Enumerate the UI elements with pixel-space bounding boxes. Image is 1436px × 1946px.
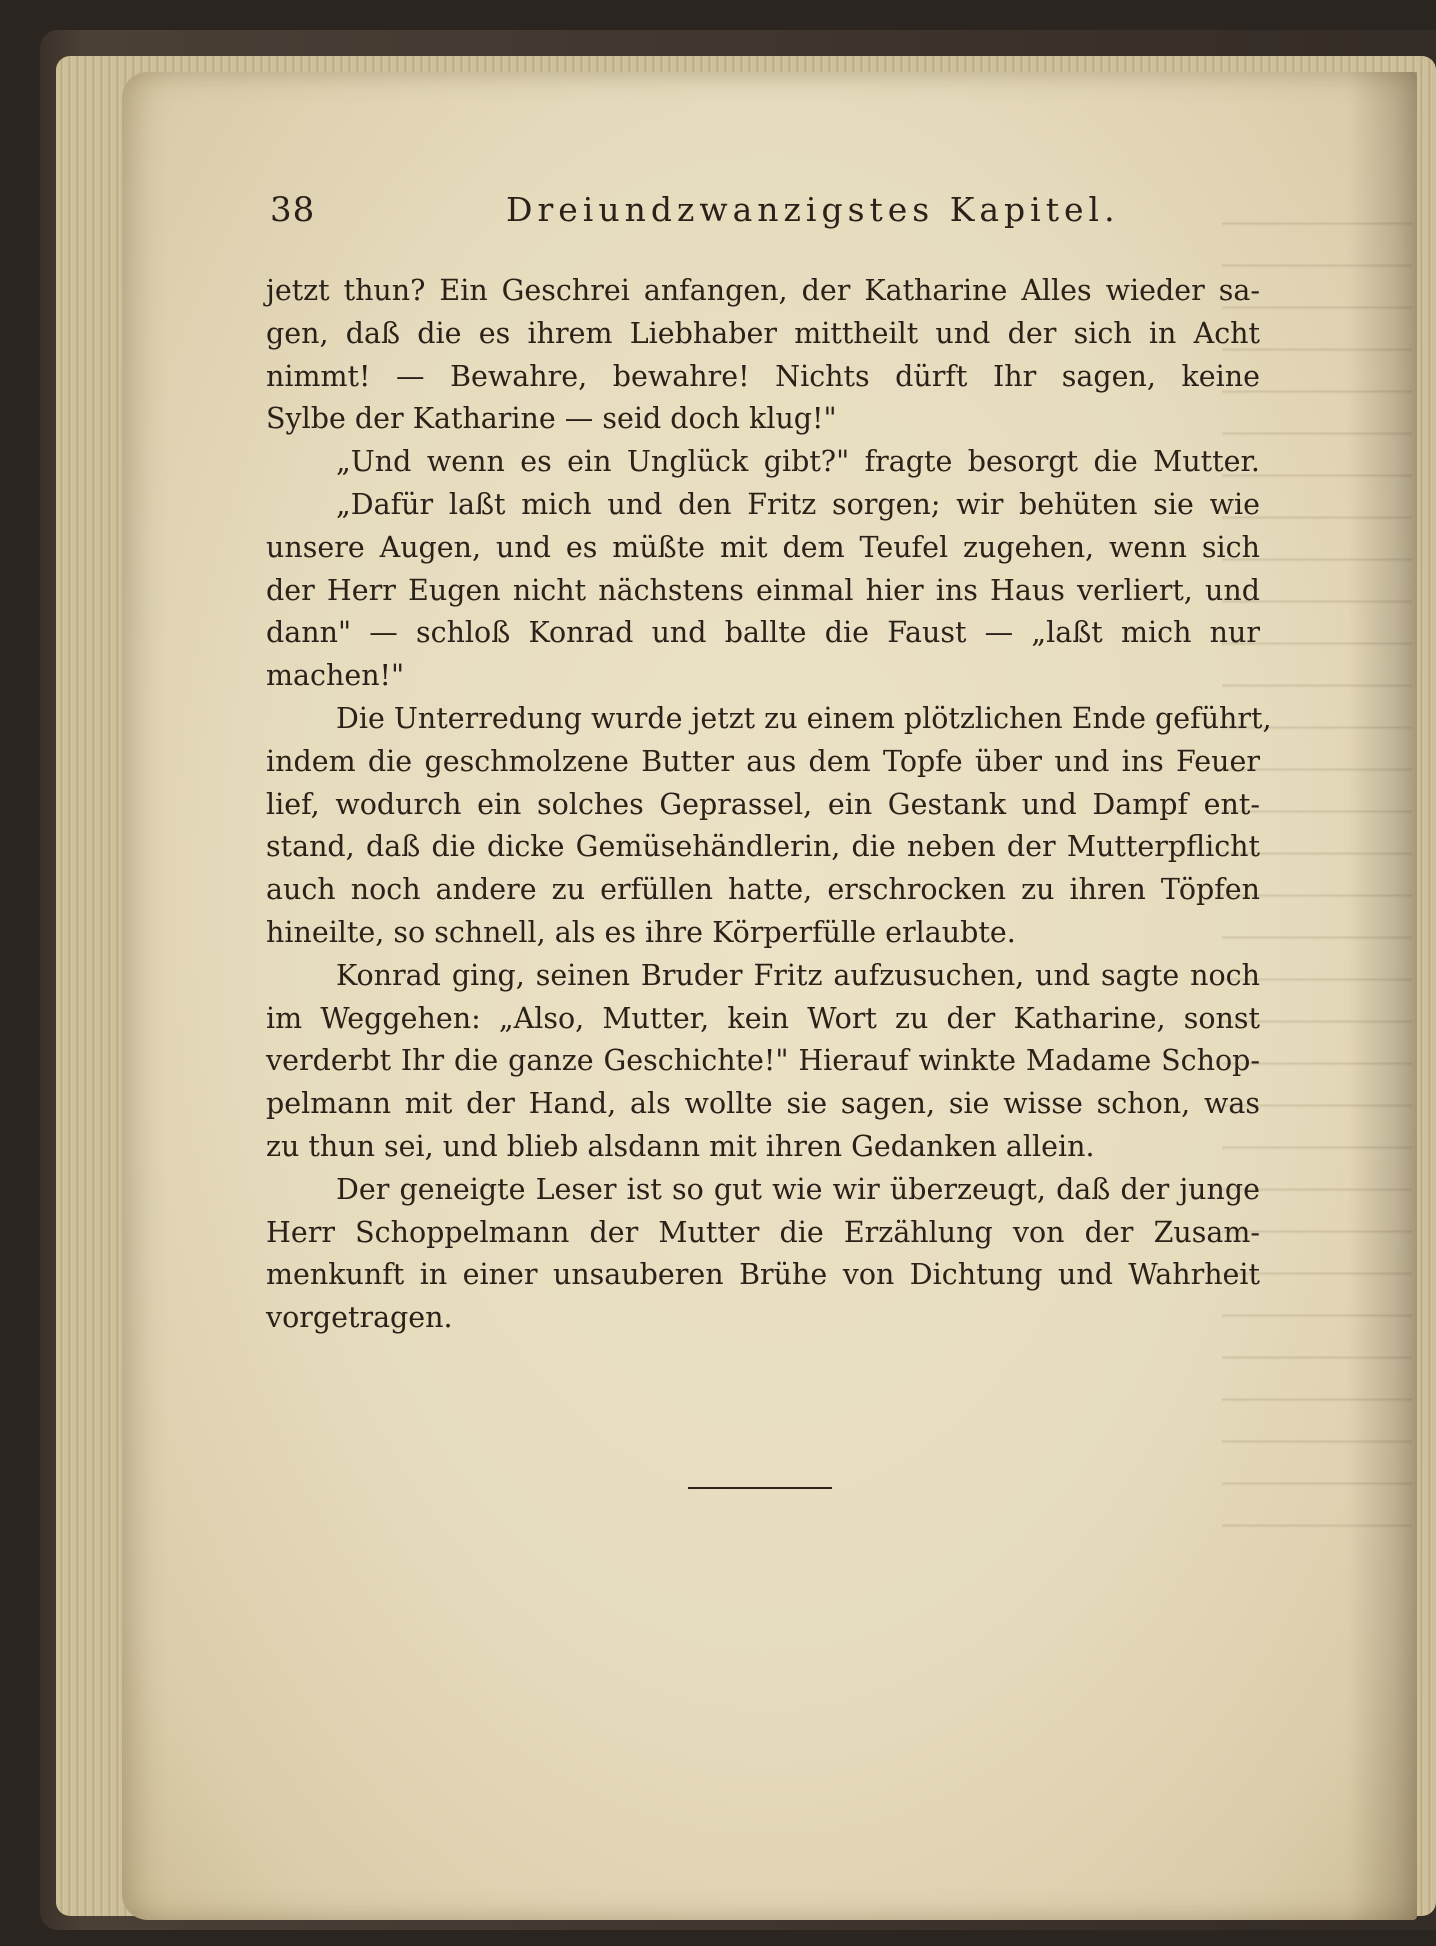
- text-line: im Weggehen: „Also, Mutter, kein Wort zu der Katharine, sonst: [266, 1001, 1260, 1035]
- paragraph: [266, 441, 1260, 484]
- text-line: zu thun sei, und blieb alsdann mit ihren Gedanken allein.: [266, 1129, 1095, 1163]
- body-text: [266, 270, 1272, 1340]
- gutter-shadow: [1347, 72, 1417, 1920]
- text-line: pelmann mit der Hand, als wollte sie sagen, sie wisse schon, was: [266, 1087, 1260, 1121]
- text-line: „Und wenn es ein Unglück gibt?" fragte besorgt die Mutter.: [336, 445, 1260, 479]
- paragraph: [266, 955, 1260, 1169]
- text-line: gen, daß die es ihrem Liebhaber mittheilt und der sich in Acht: [266, 316, 1260, 350]
- text-line: Die Unterredung wurde jetzt zu einem plötzlichen Ende geführt,: [336, 701, 1272, 735]
- text-line: Der geneigte Leser ist so gut wie wir überzeugt, daß der junge: [336, 1172, 1260, 1206]
- page-number: 38: [270, 190, 316, 230]
- text-line: jetzt thun? Ein Geschrei anfangen, der Katharine Alles wieder sa-: [266, 274, 1260, 307]
- page-header: [270, 190, 1270, 240]
- text-line: unsere Augen, und es müßte mit dem Teufel zugehen, wenn sich: [266, 530, 1260, 564]
- text-line: vorgetragen.: [266, 1301, 453, 1335]
- paragraph: [266, 1169, 1260, 1340]
- paragraph: [266, 698, 1272, 955]
- text-line: Herr Schoppelmann der Mutter die Erzählung von der Zusam-: [266, 1215, 1260, 1249]
- text-line: lief, wodurch ein solches Geprassel, ein Gestank und Dampf ent-: [266, 787, 1260, 821]
- paragraph: [266, 484, 1260, 698]
- running-title: Dreiundzwanzigstes Kapitel.: [506, 190, 1120, 229]
- paragraph: [266, 270, 1260, 441]
- text-line: der Herr Eugen nicht nächstens einmal hier ins Haus verliert, und: [266, 573, 1260, 607]
- text-line: stand, daß die dicke Gemüsehändlerin, die neben der Mutterpflicht: [266, 830, 1260, 864]
- text-line: dann" — schloß Konrad und ballte die Faust — „laßt mich nur: [266, 616, 1260, 650]
- text-line: indem die geschmolzene Butter aus dem Topfe über und ins Feuer: [266, 744, 1260, 778]
- text-line: machen!": [266, 659, 405, 693]
- text-line: verderbt Ihr die ganze Geschichte!" Hierauf winkte Madame Schop-: [266, 1044, 1260, 1078]
- text-line: Sylbe der Katharine — seid doch klug!": [266, 402, 837, 436]
- text-line: Konrad ging, seinen Bruder Fritz aufzusuchen, und sagte noch: [336, 958, 1260, 992]
- text-line: auch noch andere zu erfüllen hatte, erschrocken zu ihren Töpfen: [266, 873, 1260, 907]
- text-line: „Dafür laßt mich und den Fritz sorgen; wir behüten sie wie: [336, 487, 1260, 521]
- chapter-end-rule: [688, 1487, 832, 1489]
- text-line: hineilte, so schnell, als es ihre Körperfülle erlaubte.: [266, 915, 1016, 949]
- text-line: nimmt! — Bewahre, bewahre! Nichts dürft Ihr sagen, keine: [266, 359, 1260, 393]
- text-line: menkunft in einer unsauberen Brühe von Dichtung und Wahrheit: [266, 1258, 1260, 1292]
